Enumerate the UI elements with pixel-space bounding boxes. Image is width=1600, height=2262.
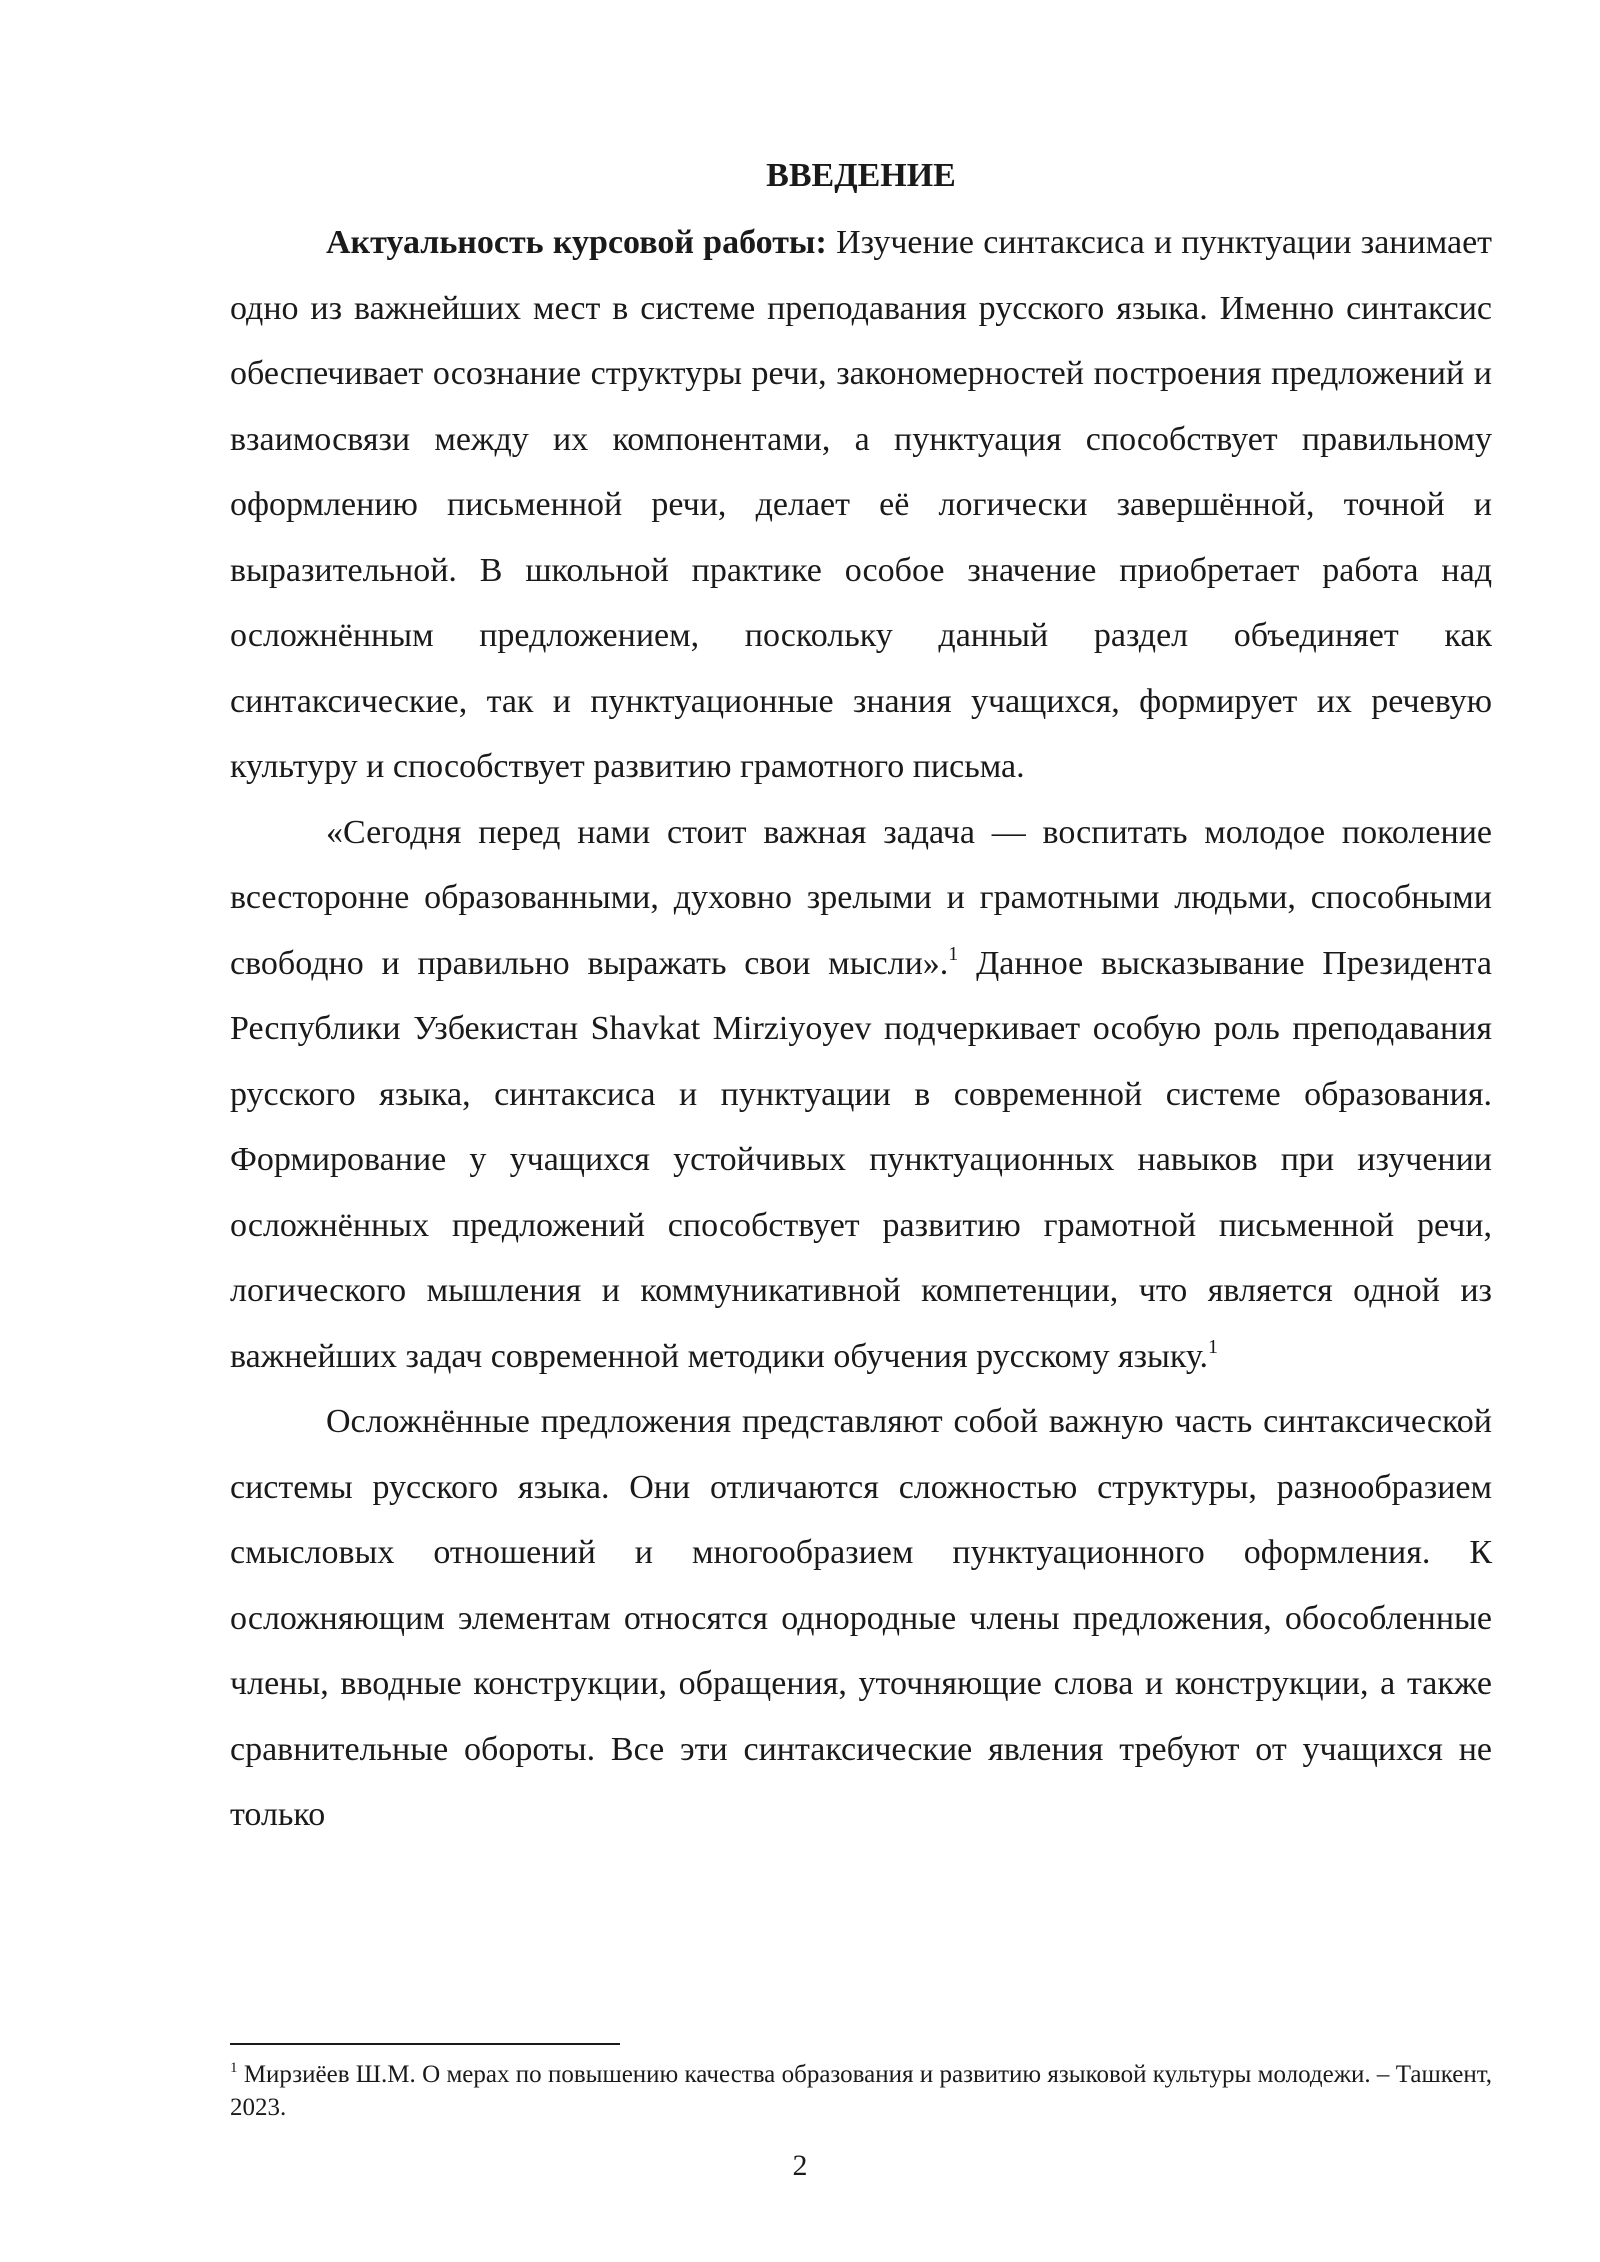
- paragraph-lead: Актуальность курсовой работы:: [326, 224, 827, 261]
- section-heading: ВВЕДЕНИЕ: [766, 157, 956, 194]
- body-text: [230, 210, 1492, 1848]
- footnote-marker: 1: [230, 2060, 238, 2076]
- paragraph-complicated-sentences: [230, 1389, 1492, 1848]
- footnote-reference[interactable]: 1: [948, 942, 959, 965]
- paragraph-relevance: [230, 210, 1492, 800]
- paragraph-text: Осложнённые предложения представляют собой важную часть синтаксической системы русского языка. Они отличаются сложностью структуры, разнообразием смысловых отношений и многообразием пунктуационного оформления. К осложняющим элементам относятся однородные члены предложения, обособленные члены, вводные конструкции, обращения, уточняющие слова и конструкции, а также сравнительные обороты. Все эти синтаксические явления требуют от учащихся не только: [230, 1403, 1492, 1833]
- footnote-reference[interactable]: 1: [1208, 1335, 1219, 1358]
- footnote-text: Мирзиёев Ш.М. О мерах по повышению качества образования и развитию языковой культуры молодежи. – Ташкент, 2023.: [230, 2061, 1493, 2121]
- president-quote: «Сегодня перед нами стоит важная задача — воспитать молодое поколение всесторонне образованными, духовно зрелыми и грамотными людьми, способными свободно и правильно выражать свои мысли».: [230, 813, 1492, 982]
- footnote-separator: [230, 2043, 620, 2045]
- page-number: 2: [792, 2149, 808, 2182]
- paragraph-text: Данное высказывание Президента Республики Узбекистан Shavkat Mirziyoyev подчеркивает особую роль преподавания русского языка, синтаксиса и пунктуации в современной системе образования. Формирование у учащихся устойчивых пунктуационных навыков при изучении осложнённых предложений способствует развитию грамотной письменной речи, логического мышления и коммуникативной компетенции, что является одной из важнейших задач современной методики обучения русскому языку.: [230, 944, 1492, 1375]
- footnote: [230, 2058, 1492, 2124]
- paragraph-text: Изучение синтаксиса и пунктуации занимает одно из важнейших мест в системе преподавания русского языка. Именно синтаксис обеспечивает осознание структуры речи, закономерностей построения предложений и взаимосвязи между их компонентами, а пунктуация способствует правильному оформлению письменной речи, делает её логически завершённой, точной и выразительной. В школьной практике особое значение приобретает работа над осложнённым предложением, поскольку данный раздел объединяет как синтаксические, так и пунктуационные знания учащихся, формирует их речевую культуру и способствует развитию грамотного письма.: [230, 224, 1493, 785]
- paragraph-quote: [230, 800, 1492, 1390]
